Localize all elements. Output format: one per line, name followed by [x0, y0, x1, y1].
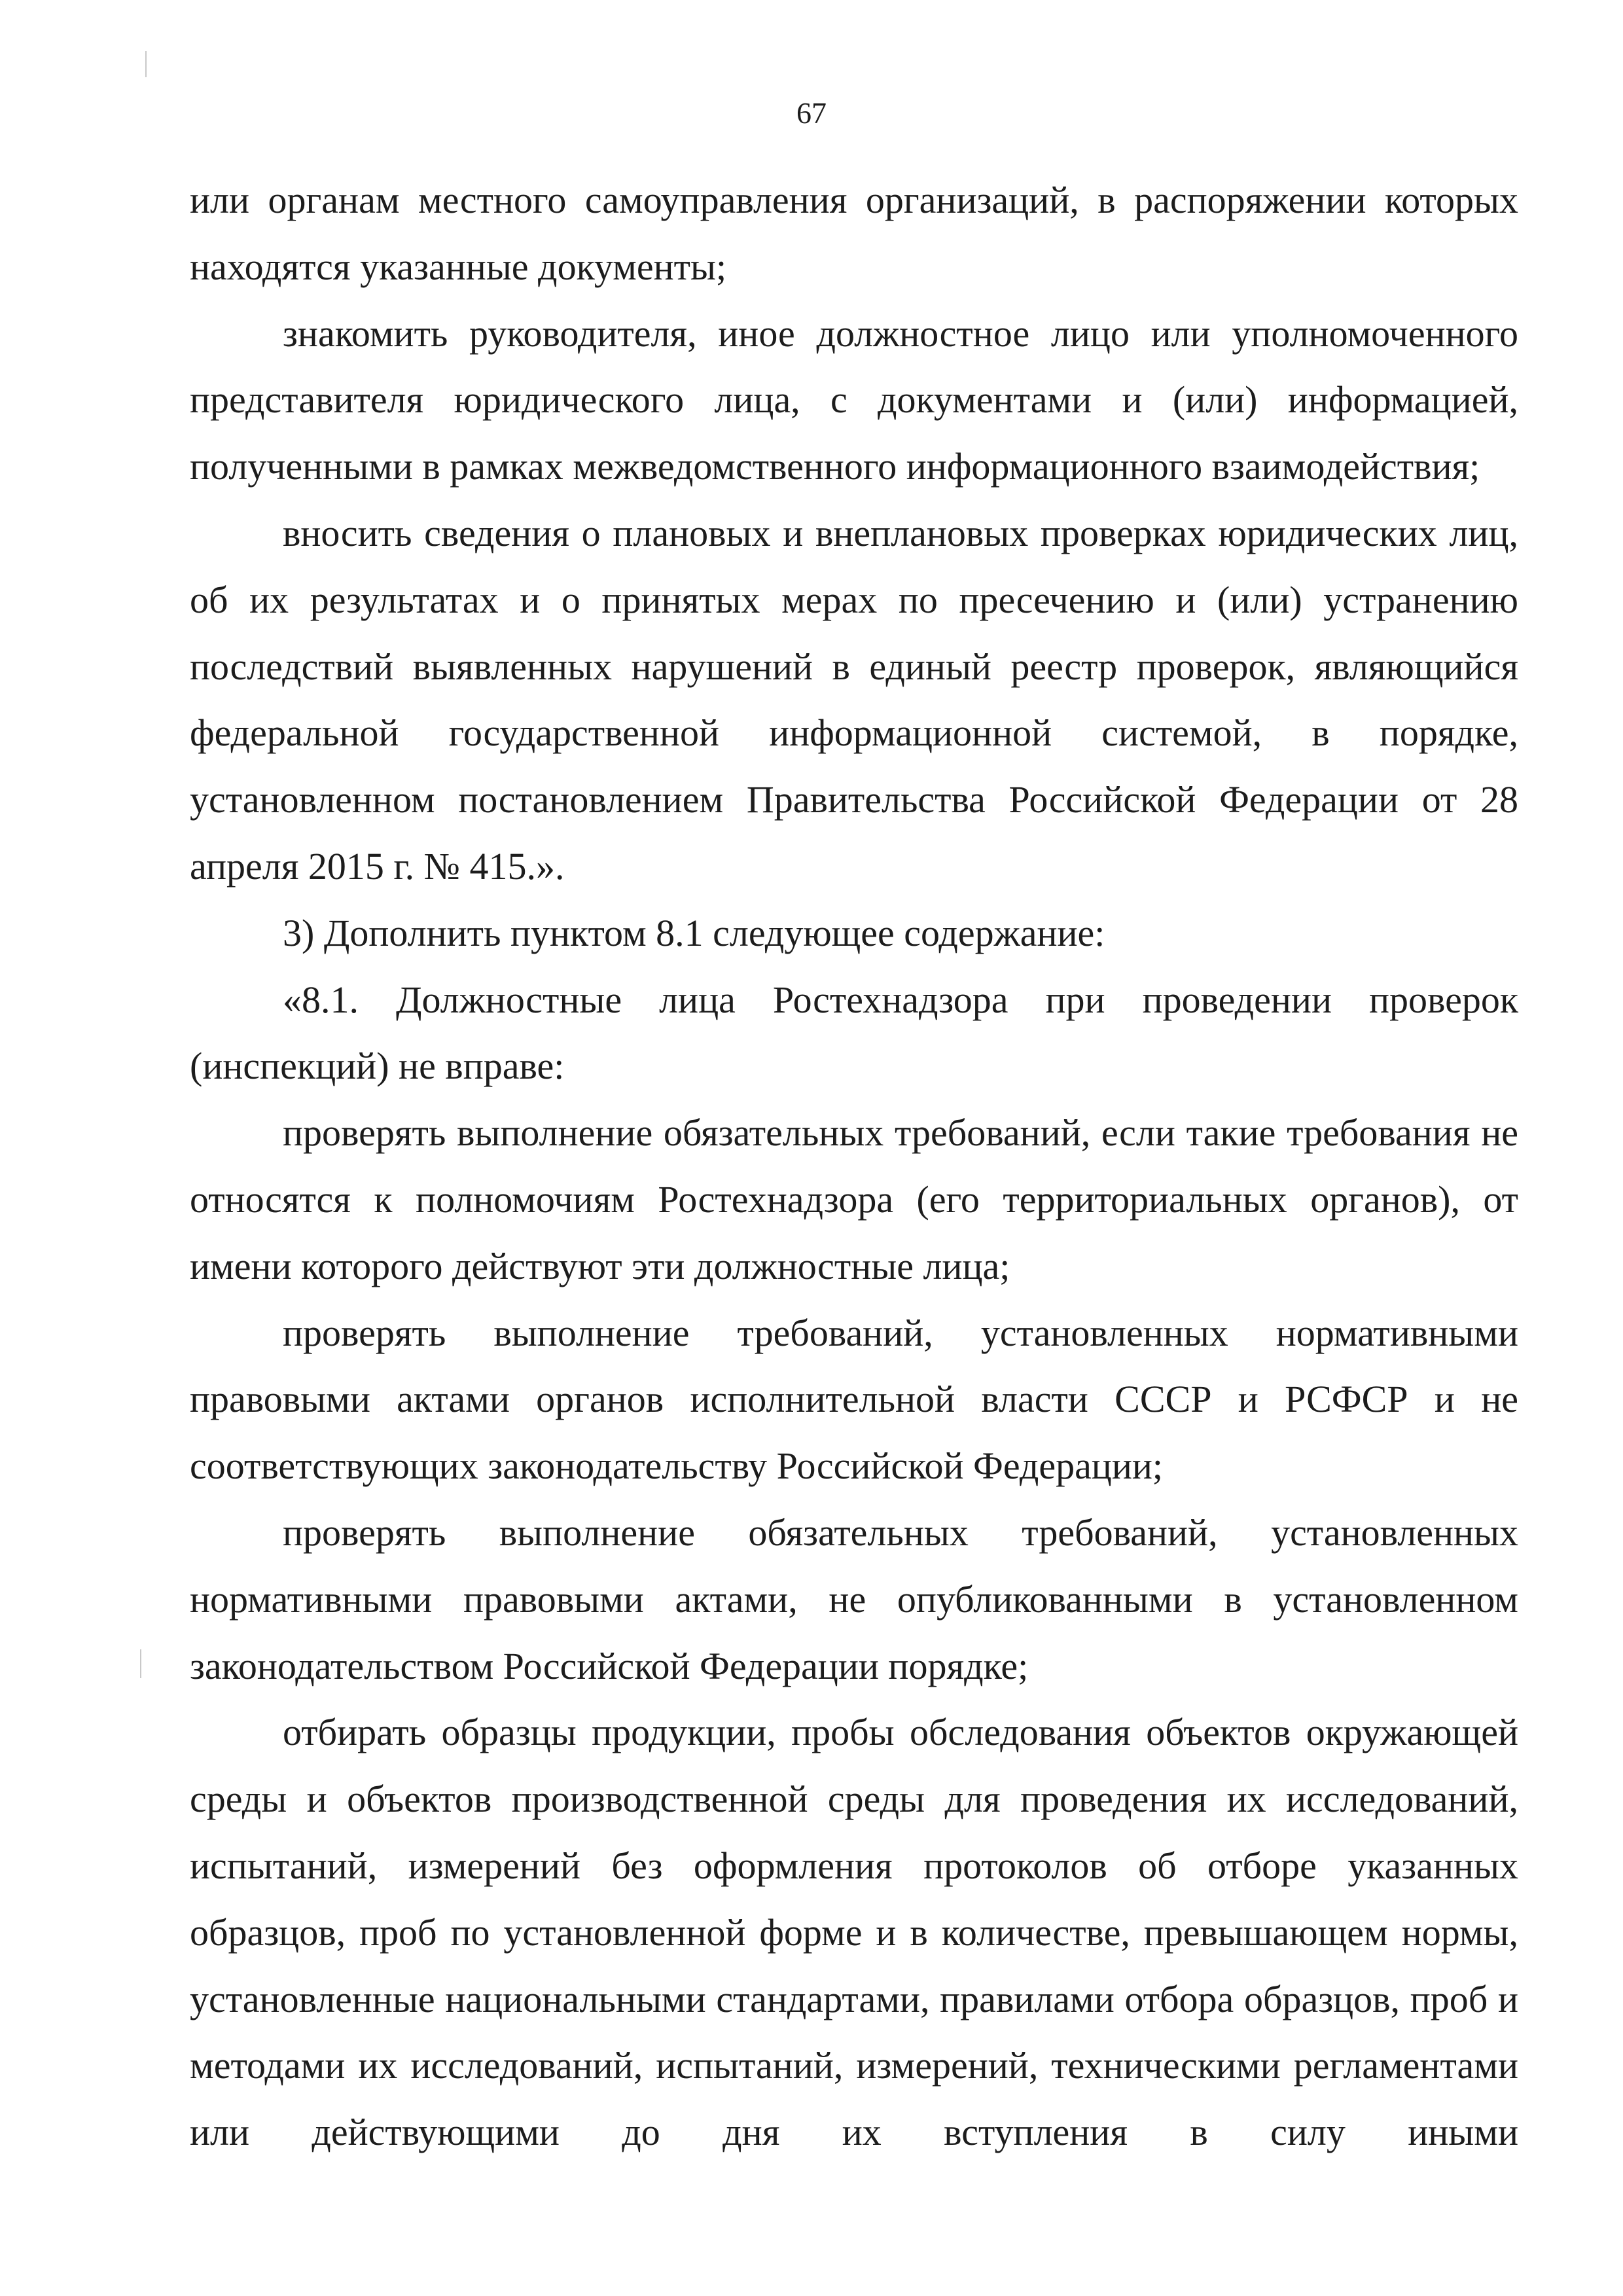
paragraph: проверять выполнение обязательных требований, установленных нормативными правовыми актами, не опубликованными в установленном законодательством Российской Федерации порядке; — [190, 1511, 1518, 1687]
paragraph-continuation: или органам местного самоуправления организаций, в распоряжении которых находятся указанные документы; — [190, 179, 1518, 288]
paragraph: проверять выполнение обязательных требований, если такие требования не относятся к полномочиям Ростехнадзора (его территориальных органов), от имени которого действуют эти должностные лица; — [190, 1111, 1518, 1287]
paragraph: проверять выполнение требований, установленных нормативными правовыми актами органов исполнительной власти СССР и РСФСР и не соответствующих законодательству Российской Федерации; — [190, 1311, 1518, 1488]
paragraph-continues-next-page: отбирать образцы продукции, пробы обследования объектов окружающей среды и объектов производственной среды для проведения их исследований, испытаний, измерений без оформления протоколов об отборе указанных образцов, проб по установленной форме и в количестве, превышающем нормы, установленные национальными стандартами, правилами отбора образцов, проб и методами их исследований, испытаний, измерений, техническими регламентами или действующими до дня их вступления в силу иными — [190, 1711, 1518, 2154]
paragraph: вносить сведения о плановых и внеплановых проверках юридических лиц, об их результатах и о принятых мерах по пресечению и (или) устранению последствий выявленных нарушений в единый реестр проверок, являющийся федеральной государственной информационной системой, в порядке, установленном постановлением Правительства Российской Федерации от 28 апреля 2015 г. № 415.». — [190, 511, 1518, 888]
document-body — [190, 167, 1518, 2166]
paragraph: знакомить руководителя, иное должностное лицо или уполномоченного представителя юридического лица, с документами и (или) информацией, полученными в рамках межведомственного информационного взаимодействия; — [190, 312, 1518, 488]
scan-mark-top — [145, 51, 147, 77]
page-number: 67 — [796, 96, 827, 130]
paragraph-clause-heading: «8.1. Должностные лица Ростехнадзора при проведении проверок (инспекций) не вправе: — [190, 978, 1518, 1088]
paragraph-amendment-item: 3) Дополнить пунктом 8.1 следующее содержание: — [283, 911, 1105, 954]
scan-mark-left — [140, 1649, 141, 1678]
